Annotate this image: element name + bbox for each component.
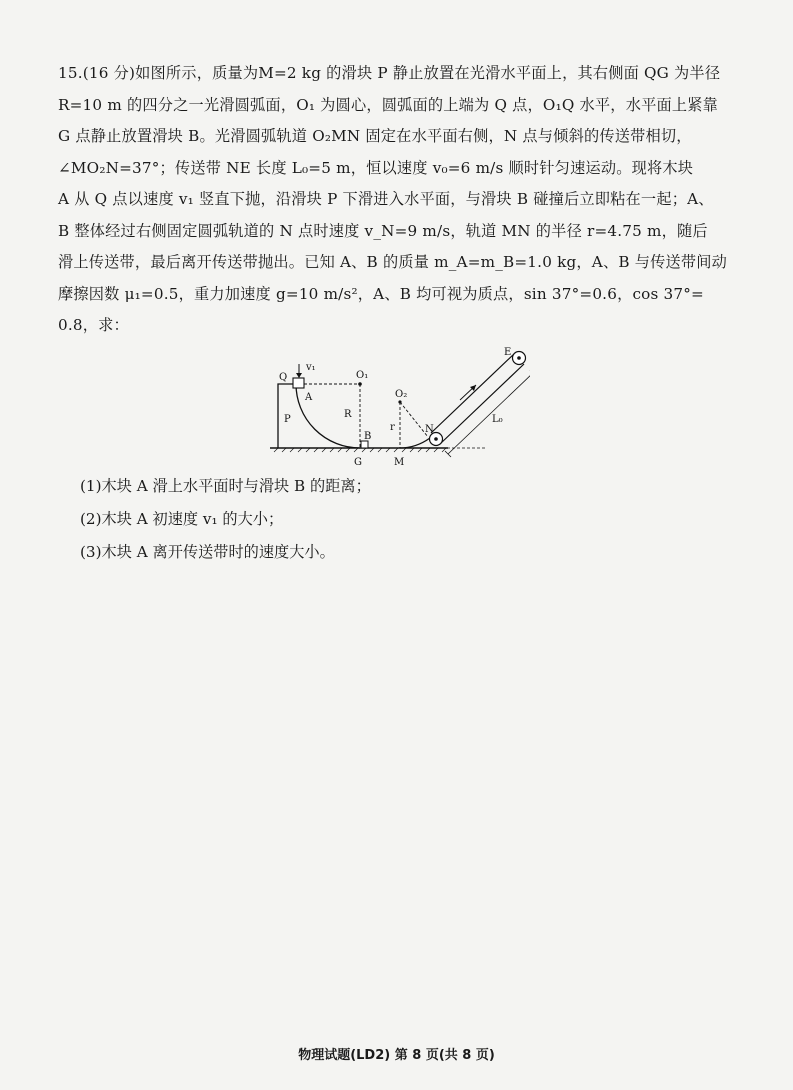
label-a: A	[305, 392, 313, 403]
o2n-line	[400, 402, 428, 437]
sub-questions	[80, 470, 371, 569]
label-o2: O₂	[395, 389, 408, 400]
problem-line: 0.8，求：	[58, 316, 129, 334]
label-e: E	[504, 347, 512, 358]
question-2: (2)木块 A 初速度 v₁ 的大小；	[80, 510, 284, 528]
problem-line: A 从 Q 点以速度 v₁ 竖直下抛，沿滑块 P 下滑进入水平面，与滑块 B 碰撞后立即粘在一起；A、	[58, 190, 714, 208]
label-n: N	[425, 424, 434, 435]
arc-mn	[400, 438, 430, 448]
label-m: M	[394, 457, 405, 468]
label-l0: L₀	[492, 414, 503, 425]
block-a	[293, 378, 304, 388]
problem-line: ∠MO₂N=37°；传送带 NE 长度 L₀=5 m，恒以速度 v₀=6 m/s 顺时针匀速运动。现将木块	[58, 158, 694, 177]
problem-line: 摩擦因数 μ₁=0.5，重力加速度 g=10 m/s²，A、B 均可视为质点，sin 37°=0.6，cos 37°=	[58, 284, 704, 303]
belt-bottom	[440, 364, 524, 444]
label-o1: O₁	[356, 370, 369, 381]
label-g: G	[354, 457, 362, 468]
question-3: (3)木块 A 离开传送带时的速度大小。	[80, 543, 335, 561]
diagram-svg	[270, 340, 530, 475]
label-p: P	[284, 414, 291, 425]
block-b	[361, 441, 368, 448]
problem-line: 15.(16 分)如图所示，质量为M=2 kg 的滑块 P 静止放置在光滑水平面上，其右侧面 QG 为半径	[58, 64, 721, 82]
problem-line: G 点静止放置滑块 B。光滑圆弧轨道 O₂MN 固定在水平面右侧，N 点与倾斜的传送带相切，	[58, 127, 692, 145]
problem-statement	[58, 58, 738, 342]
label-v1: v₁	[306, 362, 316, 373]
label-r-small: r	[390, 422, 395, 433]
upper-pulley-axle	[517, 356, 521, 360]
label-r-big: R	[344, 409, 352, 420]
question-1: (1)木块 A 滑上水平面时与滑块 B 的距离；	[80, 477, 371, 495]
problem-line: R=10 m 的四分之一光滑圆弧面，O₁ 为圆心，圆弧面的上端为 Q 点，O₁Q 水平，水平面上紧靠	[58, 95, 719, 114]
lower-pulley-axle	[434, 437, 438, 441]
page-footer: 物理试题(LD2) 第 8 页(共 8 页)	[298, 1048, 495, 1063]
problem-line: B 整体经过右侧固定圆弧轨道的 N 点时速度 v_N=9 m/s，轨道 MN 的半径 r=4.75 m，随后	[58, 221, 708, 240]
label-b: B	[364, 431, 372, 442]
label-q: Q	[279, 372, 288, 383]
problem-line: 滑上传送带，最后离开传送带抛出。已知 A、B 的质量 m_A=m_B=1.0 kg，A、B 与传送带间动	[58, 253, 728, 271]
l0-dimension	[448, 373, 530, 454]
v1-arrowhead	[296, 373, 302, 378]
physics-diagram	[270, 340, 530, 475]
